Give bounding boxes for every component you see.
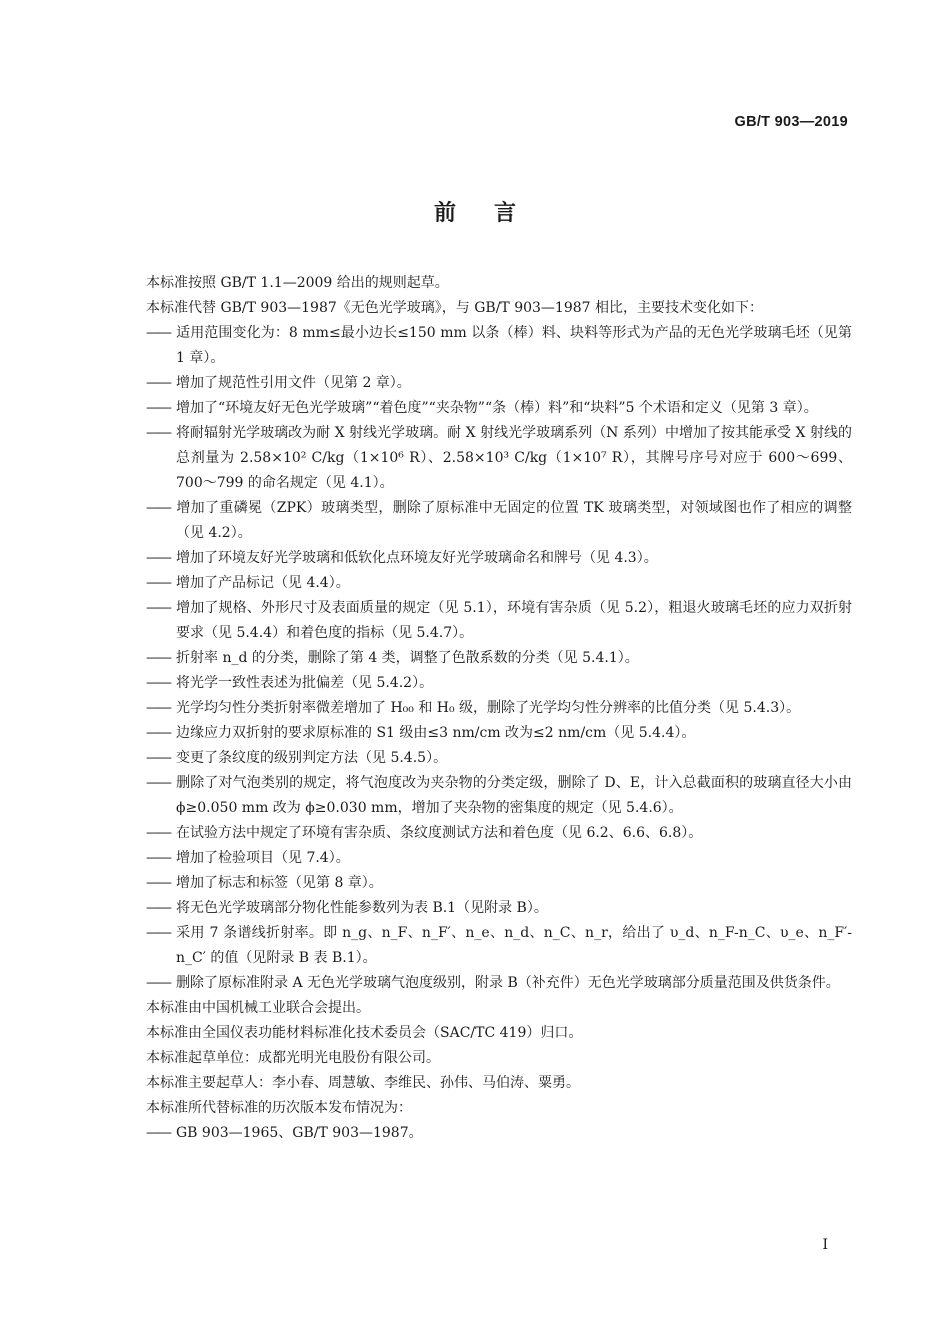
dash: —— xyxy=(146,400,170,416)
change-item: —— 采用 7 条谱线折射率。即 n_g、n_F、n_F′、n_e、n_d、n_C、n_r，给出了 υ_d、n_F-n_C、υ_e、n_F′-n_C′ 的值（见附录 B 表 B.1）。 xyxy=(146,921,852,971)
history-item: —— GB 903—1965、GB/T 903—1987。 xyxy=(146,1121,852,1146)
body-text xyxy=(146,271,852,1146)
dash: —— xyxy=(146,725,170,741)
change-item: —— 增加了“环境友好无色光学玻璃”“着色度”“夹杂物”“条（棒）料”和“块料”5 个术语和定义（见第 3 章）。 xyxy=(146,396,852,421)
change-item: —— 增加了环境友好光学玻璃和低软化点环境友好光学玻璃命名和牌号（见 4.3）。 xyxy=(146,546,852,571)
dash: —— xyxy=(146,650,170,666)
dash: —— xyxy=(146,975,170,991)
dash: —— xyxy=(146,500,170,516)
change-item: —— 增加了标志和标签（见第 8 章）。 xyxy=(146,871,852,896)
dash: —— xyxy=(146,675,170,691)
change-item: —— 变更了条纹度的级别判定方法（见 5.4.5）。 xyxy=(146,746,852,771)
closing-paragraph: 本标准起草单位：成都光明光电股份有限公司。 xyxy=(146,1050,440,1066)
dash: —— xyxy=(146,750,170,766)
change-item: —— 光学均匀性分类折射率微差增加了 H₀₀ 和 H₀ 级，删除了光学均匀性分辨率的比值分类（见 5.4.3）。 xyxy=(146,696,852,721)
dash: —— xyxy=(146,900,170,916)
closing-paragraph: 本标准所代替标准的历次版本发布情况为： xyxy=(146,1100,412,1116)
dash: —— xyxy=(146,600,170,616)
change-item: —— 折射率 n_d 的分类，删除了第 4 类，调整了色散系数的分类（见 5.4.1）。 xyxy=(146,646,852,671)
dash: —— xyxy=(146,775,170,791)
dash: —— xyxy=(146,375,170,391)
dash: —— xyxy=(146,550,170,566)
change-item: —— 适用范围变化为：8 mm≤最小边长≤150 mm 以条（棒）料、块料等形式为产品的无色光学玻璃毛坯（见第 1 章）。 xyxy=(146,321,852,371)
change-item: —— 增加了规范性引用文件（见第 2 章）。 xyxy=(146,371,852,396)
intro-paragraph: 本标准代替 GB/T 903—1987《无色光学玻璃》，与 GB/T 903—1987 相比，主要技术变化如下： xyxy=(146,300,764,316)
change-item: —— 在试验方法中规定了环境有害杂质、条纹度测试方法和着色度（见 6.2、6.6、6.8）。 xyxy=(146,821,852,846)
closing-paragraph: 本标准由全国仪表功能材料标准化技术委员会（SAC/TC 419）归口。 xyxy=(146,1025,583,1041)
change-item: —— 删除了对气泡类别的规定，将气泡度改为夹杂物的分类定级，删除了 D、E，计入总截面积的玻璃直径大小由 ϕ≥0.050 mm 改为 ϕ≥0.030 mm，增加了夹杂物的密集度的规定（见 5.4.6）。 xyxy=(146,771,852,821)
dash: —— xyxy=(146,575,170,591)
change-item: —— 将耐辐射光学玻璃改为耐 X 射线光学玻璃。耐 X 射线光学玻璃系列（N 系列）中增加了按其能承受 X 射线的总剂量为 2.58×10² C/kg（1×10⁶ R）、2.58×10³ C/kg（1×10⁷ R），其牌号序号对应于 600～699、700～799 的命名规定（见 4.1）。 xyxy=(146,421,852,496)
dash: —— xyxy=(146,325,170,341)
dash: —— xyxy=(146,875,170,891)
change-item: —— 将光学一致性表述为批偏差（见 5.4.2）。 xyxy=(146,671,852,696)
standard-code: GB/T 903—2019 xyxy=(734,114,848,130)
change-item: —— 将无色光学玻璃部分物化性能参数列为表 B.1（见附录 B）。 xyxy=(146,896,852,921)
page-title: 前言 xyxy=(433,201,554,226)
dash: —— xyxy=(146,925,170,941)
dash: —— xyxy=(146,825,170,841)
change-item: —— 增加了产品标记（见 4.4）。 xyxy=(146,571,852,596)
dash: —— xyxy=(146,425,170,441)
change-item: —— 增加了检验项目（见 7.4）。 xyxy=(146,846,852,871)
dash: —— xyxy=(146,700,170,716)
change-item: —— 增加了重磷冕（ZPK）玻璃类型，删除了原标准中无固定的位置 TK 玻璃类型，对领域图也作了相应的调整（见 4.2）。 xyxy=(146,496,852,546)
dash: —— xyxy=(146,1125,170,1141)
closing-paragraph: 本标准由中国机械工业联合会提出。 xyxy=(146,1000,370,1016)
intro-paragraph: 本标准按照 GB/T 1.1—2009 给出的规则起草。 xyxy=(146,275,449,291)
change-item: —— 增加了规格、外形尺寸及表面质量的规定（见 5.1），环境有害杂质（见 5.2），粗退火玻璃毛坯的应力双折射要求（见 5.4.4）和着色度的指标（见 5.4.7）。 xyxy=(146,596,852,646)
dash: —— xyxy=(146,850,170,866)
change-item: —— 删除了原标准附录 A 无色光学玻璃气泡度级别，附录 B（补充件）无色光学玻璃部分质量范围及供货条件。 xyxy=(146,971,852,996)
page-number: I xyxy=(822,1237,828,1253)
closing-paragraph: 本标准主要起草人：李小春、周慧敏、李维民、孙伟、马伯涛、粟勇。 xyxy=(146,1075,580,1091)
change-item: —— 边缘应力双折射的要求原标准的 S1 级由≤3 nm/cm 改为≤2 nm/cm（见 5.4.4）。 xyxy=(146,721,852,746)
